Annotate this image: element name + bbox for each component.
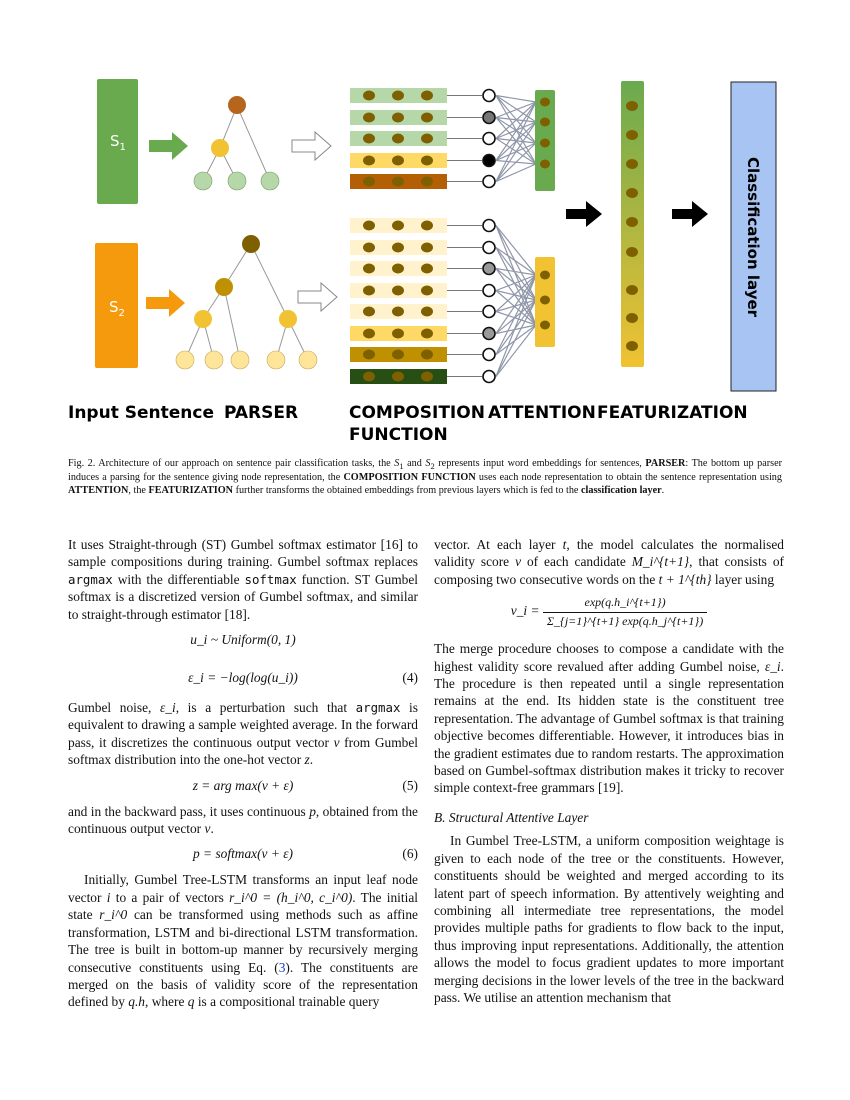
label-featurization: FEATURIZATION xyxy=(597,403,748,423)
paragraph: vector. At each layer t, the model calculates the normalised validity score v of each candidate M_i^{t+1}, that consists of composing two consecutive words on the t + 1^{th} layer using xyxy=(434,537,784,587)
tree-node xyxy=(176,351,194,369)
section-heading: B. Structural Attentive Layer xyxy=(434,809,589,825)
tree-node xyxy=(242,235,260,253)
black-arrow-icon xyxy=(566,201,602,227)
architecture-figure xyxy=(0,0,850,450)
s2-parse-tree xyxy=(185,244,308,360)
paragraph: It uses Straight-through (ST) Gumbel softmax estimator [16] to sample compositions during training. Gumbel softmax replaces argmax with the differentiable softmax function. ST Gumbel softmax is a discretized version of Gumbel softmax, and similar to straight-through estimator [18]. xyxy=(68,537,419,622)
right-column xyxy=(434,536,784,1006)
equation-reference-link[interactable]: 3 xyxy=(278,959,286,975)
label-input-sentence: Input Sentence xyxy=(68,403,214,423)
s1-label: $S_1$ xyxy=(110,132,126,153)
classification-layer-label: Classification layer xyxy=(744,156,762,318)
tree-node xyxy=(267,351,285,369)
equation-4: ε_i = −log(log(u_i)) (4) xyxy=(188,670,418,686)
s2-arrow-icon xyxy=(146,289,185,317)
equation-uniform: u_i ~ Uniform(0, 1) xyxy=(190,632,296,648)
equation-6: p = softmax(v + ε) (6) xyxy=(193,846,418,862)
tree-node xyxy=(261,172,279,190)
tree-node xyxy=(194,310,212,328)
paragraph: In Gumbel Tree-LSTM, a uniform composition weightage is given to each node of the tree or the constituents. However, constituents should be weighted and merged according to its latent part of speech information. By attentively weighting and combining all intermediate tree representations, the model provides multiple paths for gradients to flow back to the input, thus improving input representations. Additionally, the attention allows the model to focus gradient updates to more important merging decisions in the lower levels of the tree in the backward pass. We utilise an attention mechanism that xyxy=(434,833,784,1005)
tree-node xyxy=(205,351,223,369)
tree-node xyxy=(228,96,246,114)
tree-node xyxy=(228,172,246,190)
tree-node xyxy=(194,172,212,190)
paragraph: Gumbel noise, ε_i, is a perturbation such that argmax is equivalent to drawing a sample weighted average. In the forward pass, it discretizes the continuous output vector v from Gumbel softmax distribution into the one-hot vector z. xyxy=(68,700,418,768)
label-composition: COMPOSITION xyxy=(349,403,485,423)
label-attention: ATTENTION xyxy=(488,403,596,423)
tree-node xyxy=(215,278,233,296)
hollow-arrow-icon xyxy=(292,132,331,160)
hollow-arrow-icon xyxy=(298,283,337,311)
paragraph: Initially, Gumbel Tree-LSTM transforms an input leaf node vector i to a pair of vectors r_i^0 = (h_i^0, c_i^0). The initial state r_i^0 can be transformed using methods such as affine transformation, LSTM and bi-directional LSTM transformation. The tree is built in bottom-up manner by recursively merging consecutive constituents using Eq. (3). The constituents are merged on the basis of validity score of the representation defined by q.h, where q is a compositional trainable query xyxy=(68,872,418,1010)
equation-5: z = arg max(v + ε) (5) xyxy=(192,777,418,793)
black-arrow-icon xyxy=(672,201,708,227)
attention-weights xyxy=(483,90,495,383)
tree-node xyxy=(299,351,317,369)
label-parser: PARSER xyxy=(224,403,299,423)
paragraph: The merge procedure chooses to compose a candidate with the highest validity score revalued after adding Gumbel noise, ε_i. The procedure is then repeated until a single representation remains at the end. Its hidden state is the constituent tree representation. The advantage of Gumbel softmax is that training objective becomes differentiable. However, it introduces bias in the gradient estimates due to random restarts. The approximation based on Gumbel-softmax distribution makes it tricky to recover simple context-free grammars [19]. xyxy=(434,641,784,796)
left-column xyxy=(68,536,418,1011)
s1-arrow-icon xyxy=(149,132,188,160)
equation-validity-score: v_i = $\frac{\exp(q.h\_i\^{}\{t+1\})}{\Sigma\_\{j=1\}\^{}\{t+1\} \exp(q.h\_j\^{}\{t+1\})}$ xyxy=(434,588,784,640)
label-function: FUNCTION xyxy=(349,425,448,445)
figure-caption: Fig. 2. Architecture of our approach on sentence pair classification tasks, the $S_1$ and $S_2$ represents input word embeddings for sentences, PARSER: The bottom up parser induces a parsing for the sentence giving node representation, the COMPOSITION FUNCTION uses each node representation to obtain the sentence representation using ATTENTION, the FEATURIZATION further transforms the obtained embeddings from previous layers which is fed to the classification layer. xyxy=(68,458,782,496)
tree-node xyxy=(279,310,297,328)
tree-node xyxy=(231,351,249,369)
paragraph: and in the backward pass, it uses continuous p, obtained from the continuous output vector v. xyxy=(68,803,418,837)
tree-node xyxy=(211,139,229,157)
s2-label: $S_2$ xyxy=(109,298,125,319)
